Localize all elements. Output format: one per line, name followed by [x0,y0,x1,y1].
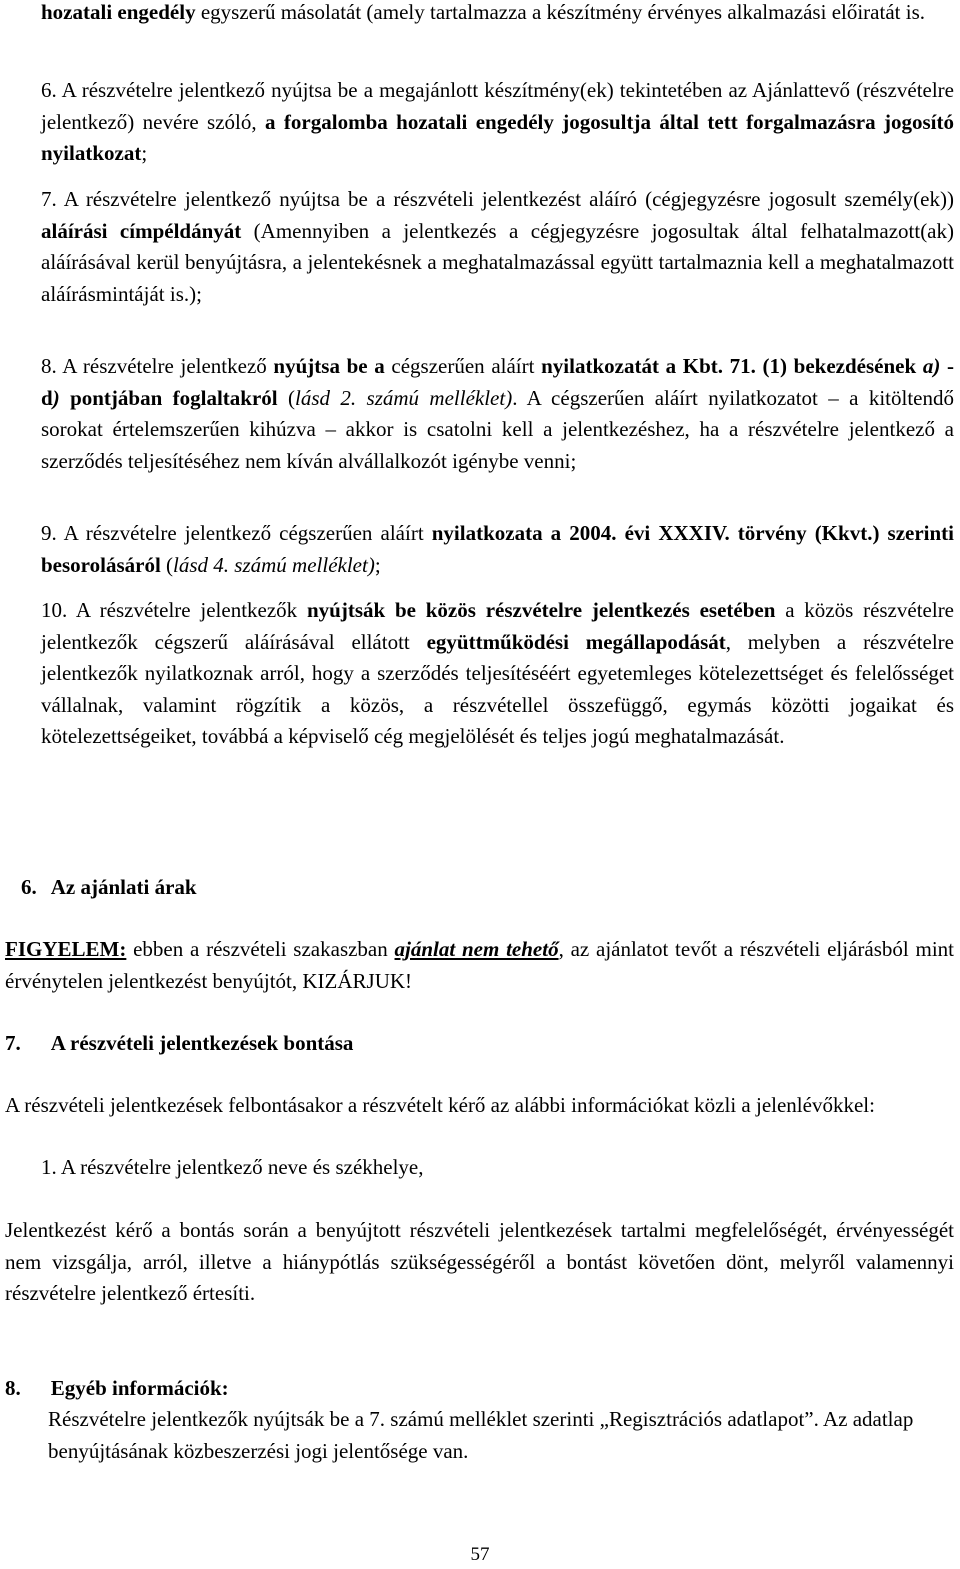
page-number: 57 [470,1544,490,1565]
section-number: 6. [21,875,37,899]
text: ebben a részvételi szakaszban [126,937,395,961]
bold-text: pontjában foglaltakról [59,385,278,410]
bold-text: aláírási címpéldányát [41,218,242,243]
bontas-list-item-1: 1. A részvételre jelentkező neve és székhelye, [41,1155,424,1179]
text: a közös részvételre jelentkezők cégszerű aláírásával ellátott [41,598,955,654]
bold-text: nyújtsák be közös részvételre jelentkezés esetében [306,598,776,622]
text: 8. A részvételre jelentkező [41,354,274,378]
text: (Amennyiben a jelentkezés a cégjegyzésre jogosultak által felhatalmazott(ak) aláírásával kerül benyújtásra, a jelentekésnek a meghatalmazással együtt tartalmaznia kell a meghatalmazott aláírásmintáját is.); [41,218,954,306]
paragraph-top-continuation [41,0,954,29]
text: ( [277,385,296,410]
text: ( [160,552,174,577]
bold-text: a forgalomba hozatali engedély jogosultja által tett forgalmazásra jogosító nyilatkozat [41,109,954,165]
text: 10. A részvételre jelentkezők [41,598,307,622]
figyelem-paragraph [5,934,954,997]
text: . A cégszerűen aláírt nyilatkozatot – a kitöltendő sorokat értelemszerűen kihúzva – akkor is csatolni kell a jelentkezéshez, ha a részvételre jelentkező a szerződés teljesítéséhez nem kíván alvállalkozót igénybe venni; [41,385,954,473]
bontas-intro: A részvételi jelentkezések felbontásakor a részvételt kérő az alábbi információkat közli a jelenlévőkkel: [5,1093,875,1117]
italic-text: lásd 2. számú melléklet) [295,385,513,410]
section-heading-7 [5,1028,353,1058]
section-title: A részvételi jelentkezések bontása [50,1031,354,1055]
text: , melyben a részvételre jelentkezők nyilatkoznak arról, hogy a szerződés teljesítéséért egyetemleges kötelezettséget és felelősséget vállalnak, valamint rögzítik a közös, a részvétellel összefüggő, egymás közötti jogaikat és kötelezettségeiket, továbbá a képviselő cég megjelölését és teljes jogú meghatalmazását. [41,629,954,748]
text: ; [141,141,148,165]
text: cégszerűen aláírt [384,354,542,378]
bold-text: nyújtsa be a [273,354,385,378]
text: 7. A részvételre jelentkező nyújtsa be a részvételi jelentkezést aláíró (cégjegyzésre jogosult személy(ek)) [41,187,954,211]
bold-text: hozatali engedély [41,0,196,24]
emphasis-text: ajánlat nem tehető [394,937,559,961]
paragraph-item-7 [41,184,954,310]
bold-text: nyilatkozata a 2004. évi XXXIV. törvény (Kkvt.) szerinti besorolásáról [41,521,954,577]
bold-text: - d [41,354,954,410]
paragraph-item-8 [41,351,954,477]
section-heading-8 [5,1373,229,1403]
text: ; [374,552,381,577]
text: 6. A részvételre jelentkező nyújtsa be a megajánlott készítmény(ek) tekintetében az Ajánlattevő (részvételre jelentkező) nevére szóló, [41,78,954,134]
section-number: 7. [5,1031,21,1055]
paragraph-item-6 [41,75,954,170]
egyeb-paragraph: Részvételre jelentkezők nyújtsák be a 7. számú melléklet szerinti „Regisztrációs adatlapot”. Az adatlap benyújtásának közbeszerzési jogi jelentősége van. [48,1407,914,1463]
section-number: 8. [5,1376,21,1400]
text: 9. A részvételre jelentkező cégszerűen aláírt [41,521,432,545]
paragraph-item-9 [41,518,954,581]
bontas-paragraph: Jelentkezést kérő a bontás során a benyújtott részvételi jelentkezések tartalmi megfelelőségét, érvényességét nem vizsgálja, arról, illetve a hiánypótlás szükségességéről a bontást követően dönt, melyről valamennyi részvételre jelentkező értesíti. [5,1218,954,1305]
warning-label: FIGYELEM: [5,937,127,961]
italic-text: lásd 4. számú melléklet) [173,552,375,577]
paragraph-item-10 [41,595,954,753]
section-title: Egyéb információk: [50,1376,229,1400]
bold-italic-text: a) [922,354,941,378]
bold-text: együttműködési megállapodását [426,629,726,654]
text: egyszerű másolatát (amely tartalmazza a készítmény érvényes alkalmazási előiratát is. [195,0,925,24]
text: , az ajánlatot tevőt a részvételi eljárásból mint érvénytelen jelentkezést benyújtót, KIZÁRJUK! [5,937,955,993]
bold-italic-text: ) [52,385,60,410]
section-heading-6 [21,872,197,902]
bold-text: nyilatkozatát a Kbt. 71. (1) bekezdésének [541,354,923,378]
section-title: Az ajánlati árak [50,875,197,899]
